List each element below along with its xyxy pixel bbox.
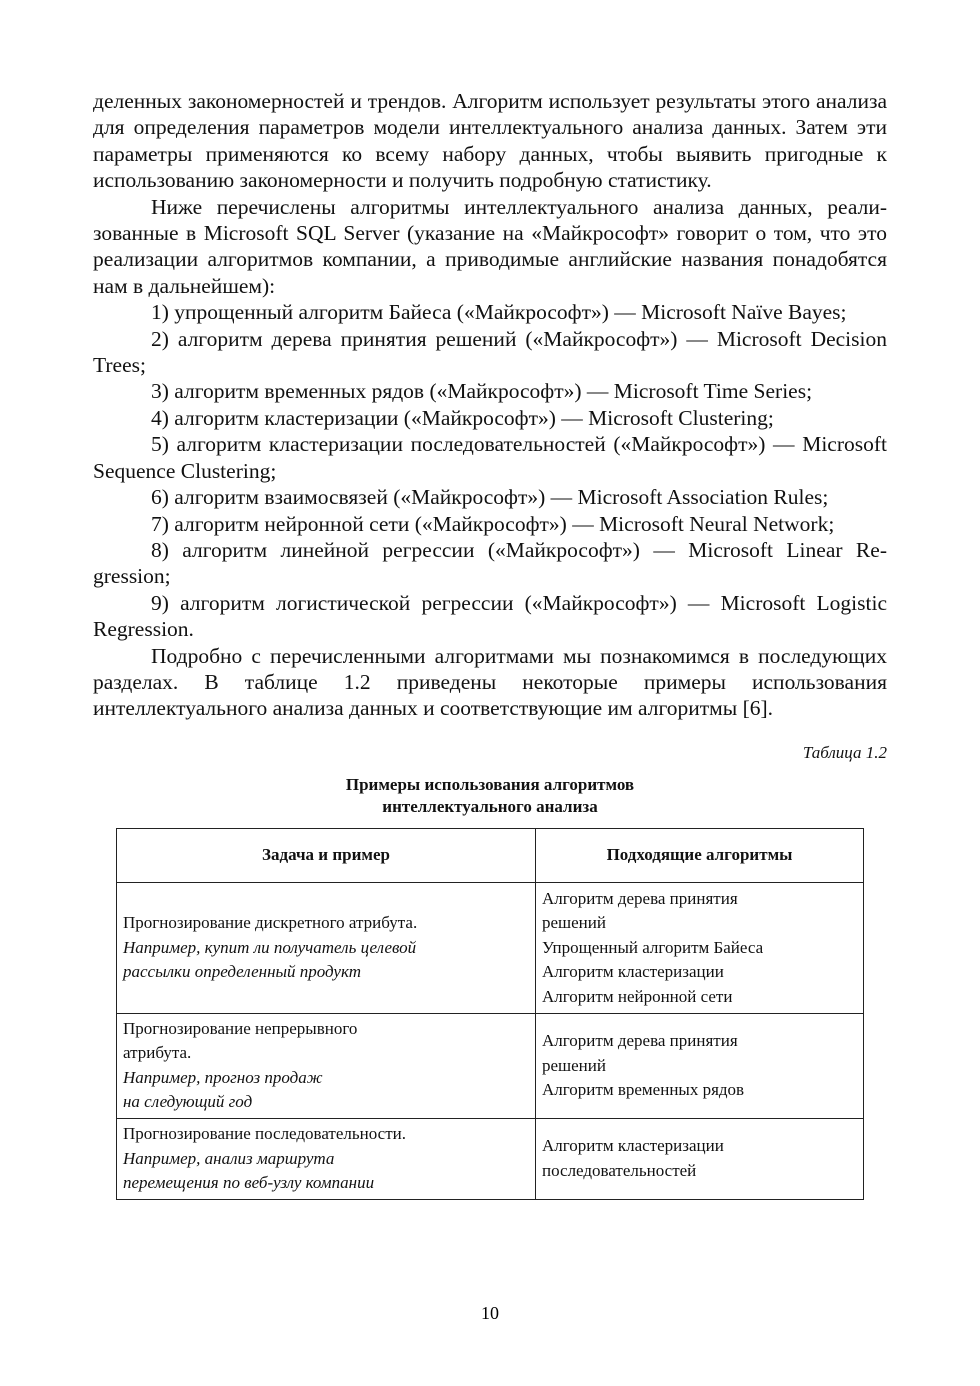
task-cell — [117, 1013, 536, 1118]
task-text: атрибута. — [123, 1043, 192, 1063]
column-header-task: Задача и пример — [117, 828, 536, 882]
list-item: 7) алгоритм нейронной сети («Майкрософт») — Microsoft Neural Network; — [151, 511, 835, 536]
list-item: 9) алгоритм логистической регрессии («Майкрософт») — Microsoft Logistic Regression. — [93, 590, 887, 642]
example-text: Например, прогноз продаж — [123, 1067, 323, 1087]
algorithm-text: Алгоритм временных рядов — [542, 1080, 745, 1099]
table-title — [93, 774, 887, 818]
list-item: 2) алгоритм дерева принятия решений («Майкрософт») — Microsoft Decision Trees; — [93, 326, 887, 378]
task-cell — [117, 1118, 536, 1199]
list-item: 6) алгоритм взаимосвязей («Майкрософт») — Microsoft Association Rules; — [151, 485, 829, 510]
example-text: Например, купит ли получатель целевой — [123, 937, 417, 957]
table-row — [117, 1118, 864, 1199]
list-item: 5) алгоритм кластеризации последовательностей («Майкрософт») — Microsoft Sequence Clustering; — [93, 432, 887, 483]
task-text: Прогнозирование последовательности. — [123, 1124, 406, 1143]
page-body — [93, 88, 887, 1200]
table-row — [117, 1013, 864, 1118]
example-text: на следующий год — [123, 1092, 253, 1112]
example-text: Например, анализ маршрута — [123, 1148, 335, 1168]
table-header-row — [117, 828, 864, 882]
paragraph-intro: деленных закономерностей и трендов. Алгоритм использует результаты этого анализа для определения параметров модели интеллектуального анализа данных. Затем эти параметры применяются ко всему набору данных, чтобы выявить пригодные к использованию закономерности и получить подробную статистику. — [93, 89, 887, 193]
table-title-line: интеллектуального анализа — [382, 796, 598, 816]
list-item: 8) алгоритм линейной регрессии («Майкрософт») — Microsoft Linear Regression; — [93, 537, 887, 589]
task-text: Прогнозирование непрерывного — [123, 1018, 358, 1038]
paragraph-table-reference: Подробно с перечисленными алгоритмами мы познакомимся в последующих разделах. В таблице 1.2 приведены некоторые примеры использования интеллектуального анализа данных и соответствующие им алгоритмы [6]. — [93, 643, 887, 721]
algorithm-text: Алгоритм дерева принятия — [542, 1031, 738, 1050]
list-item: 4) алгоритм кластеризации («Майкрософт») — Microsoft Clustering; — [151, 405, 774, 430]
paragraph-algorithms-intro: Ниже перечислены алгоритмы интеллектуального анализа данных, реализованные в Microsoft SQL Server (указание на «Майкрософт» говорит о том, что это реализации алгоритмов компании, а приводимые английские названия понадобятся нам в дальнейшем): — [93, 194, 887, 298]
algorithm-text: Алгоритм кластеризации — [542, 962, 724, 981]
list-item: 3) алгоритм временных рядов («Майкрософт») — Microsoft Time Series; — [151, 379, 813, 404]
task-text: Прогнозирование дискретного атрибута. — [123, 913, 418, 932]
algorithm-text: решений — [542, 913, 606, 932]
algorithms-table — [116, 828, 864, 1200]
algorithm-text: Алгоритм кластеризации — [542, 1136, 724, 1156]
algorithm-text: Упрощенный алгоритм Байеса — [542, 937, 764, 957]
column-header-algorithms: Подходящие алгоритмы — [536, 828, 864, 882]
table-title-line: Примеры использования алгоритмов — [345, 774, 635, 794]
algorithms-cell — [536, 1013, 864, 1118]
page-number: 10 — [481, 1303, 499, 1323]
algorithm-text: последовательностей — [542, 1160, 697, 1180]
list-item: 1) упрощенный алгоритм Байеса («Майкрософт») — Microsoft Naïve Bayes; — [151, 300, 847, 325]
algorithm-text: Алгоритм нейронной сети — [542, 986, 733, 1006]
table-label: Таблица 1.2 — [802, 742, 887, 762]
example-text: перемещения по веб-узлу компании — [123, 1173, 375, 1192]
algorithms-cell — [536, 882, 864, 1013]
algorithms-cell — [536, 1118, 864, 1199]
task-cell — [117, 882, 536, 1013]
table-row — [117, 882, 864, 1013]
example-text: рассылки определенный продукт — [123, 962, 361, 981]
algorithm-text: решений — [542, 1055, 606, 1075]
algorithm-text: Алгоритм дерева принятия — [542, 888, 738, 908]
